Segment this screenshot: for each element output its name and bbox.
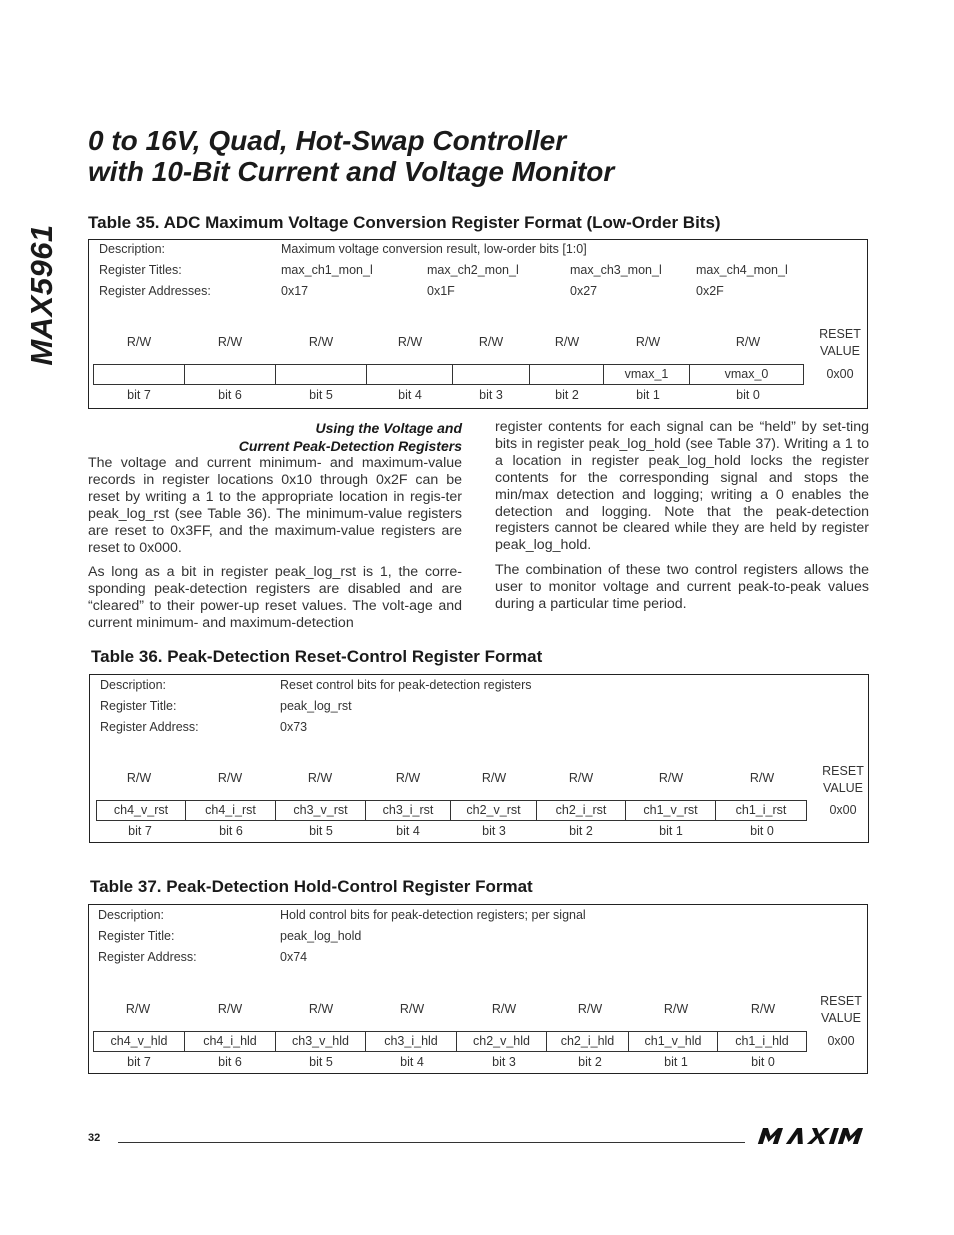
table35-reset-label-line-2: VALUE (819, 344, 861, 358)
table36-rw-bit4: R/W (395, 771, 421, 785)
table37-register (88, 904, 868, 1074)
table37-reset-value: 0x00 (827, 1034, 855, 1048)
table35-description-label: Description: (99, 242, 165, 256)
body-right-column (495, 419, 869, 621)
table35-title-2: max_ch2_mon_l (427, 263, 519, 277)
table37-address: 0x74 (280, 950, 308, 964)
table37-bit4-label: bit 4 (400, 1055, 424, 1069)
table35-cell-bit2 (529, 364, 604, 385)
table37-cell-bit7: ch4_v_hld (93, 1031, 185, 1052)
table35-register (88, 239, 868, 409)
table37-cell-bit3: ch2_v_hld (456, 1031, 547, 1052)
table36-reset-value: 0x00 (829, 803, 857, 817)
table35-bit0-label: bit 0 (736, 388, 760, 402)
page-title-line-1: 0 to 16V, Quad, Hot-Swap Controller (88, 125, 567, 156)
table37-address-label: Register Address: (98, 950, 197, 964)
table36-cell-bit2: ch2_i_rst (536, 800, 626, 821)
table36-bit3-label: bit 3 (482, 824, 506, 838)
table35-bit7-label: bit 7 (127, 388, 151, 402)
table36-bit1-label: bit 1 (659, 824, 683, 838)
table36-rw-bit6: R/W (217, 771, 243, 785)
table37-bit7-label: bit 7 (127, 1055, 151, 1069)
table35-bit-cells (93, 364, 803, 385)
page-title-line-2: with 10-Bit Current and Voltage Monitor (88, 156, 615, 187)
table35-addresses-label: Register Addresses: (99, 284, 211, 298)
table35-cell-bit7 (93, 364, 185, 385)
table35-rw-bit1: R/W (635, 335, 661, 349)
table35-address-3: 0x27 (570, 284, 598, 298)
table37-bit5-label: bit 5 (309, 1055, 333, 1069)
table35-cell-bit4 (366, 364, 453, 385)
table35-description: Maximum voltage conversion result, low-order bits [1:0] (281, 242, 587, 256)
table36-reset-label (822, 763, 864, 797)
table37-rw-bit3: R/W (491, 1002, 517, 1016)
table35-bit1-label: bit 1 (636, 388, 660, 402)
table36-reset-label-line-2: VALUE (822, 781, 864, 795)
table37-rw-bit0: R/W (750, 1002, 776, 1016)
side-part-number-text: MAX5961 (24, 224, 59, 366)
table35-rw-bit0: R/W (735, 335, 761, 349)
table37-rw-bit1: R/W (663, 1002, 689, 1016)
table36-bit6-label: bit 6 (219, 824, 243, 838)
table36-cell-bit5: ch3_v_rst (275, 800, 366, 821)
table36-title-label: Register Title: (100, 699, 177, 713)
table37-rw-bit5: R/W (308, 1002, 334, 1016)
table37-cell-bit0: ch1_i_hld (717, 1031, 807, 1052)
body-paragraph-3: register contents for each signal can be “held” by set-ting bits in register peak_log_hold (see Table 37). Writing a 1 to a location in register peak_log_hold locks the register contents for the corresponding signal and stops the min/max detection and logging; writing a 0 enables the detection and logging. Note that the peak-detection registers cannot be cleared while they are held by register peak_log_hold. (495, 419, 869, 554)
table35-address-1: 0x17 (281, 284, 309, 298)
table35-rw-bit2: R/W (554, 335, 580, 349)
table35-rw-bit6: R/W (217, 335, 243, 349)
table36-caption: Table 36. Peak-Detection Reset-Control Register Format (91, 647, 543, 666)
table35-cell-bit5 (275, 364, 367, 385)
table35-bit2-label: bit 2 (555, 388, 579, 402)
table37-cell-bit5: ch3_v_hld (275, 1031, 366, 1052)
body-paragraph-2: As long as a bit in register peak_log_rst is 1, the corre-sponding peak-detection registers are disabled and are “cleared” to their power-up reset values. The volt-age and current minimum- and maximum-detection (88, 564, 462, 632)
footer-rule (118, 1142, 745, 1143)
table36-cell-bit6: ch4_i_rst (185, 800, 276, 821)
table37-rw-bit4: R/W (399, 1002, 425, 1016)
table35-address-2: 0x1F (427, 284, 455, 298)
table36-cell-bit3: ch2_v_rst (450, 800, 537, 821)
table35-bit3-label: bit 3 (479, 388, 503, 402)
table35-rw-bit7: R/W (126, 335, 152, 349)
table37-cell-bit2: ch2_i_hld (546, 1031, 629, 1052)
table35-cell-bit0: vmax_0 (689, 364, 804, 385)
table35-reset-label-line-1: RESET (819, 327, 861, 341)
table36-rw-bit1: R/W (658, 771, 684, 785)
table36-rw-bit7: R/W (126, 771, 152, 785)
table35-bit5-label: bit 5 (309, 388, 333, 402)
section-heading (88, 419, 462, 455)
side-part-number (14, 215, 70, 375)
table36-cell-bit7: ch4_v_rst (96, 800, 186, 821)
table37-title: peak_log_hold (280, 929, 362, 943)
table36-bit2-label: bit 2 (569, 824, 593, 838)
table36-address-label: Register Address: (100, 720, 199, 734)
table36-cell-bit4: ch3_i_rst (365, 800, 451, 821)
table37-bit3-label: bit 3 (492, 1055, 516, 1069)
table35-reset-value: 0x00 (826, 367, 854, 381)
table37-bit2-label: bit 2 (578, 1055, 602, 1069)
table36-register (89, 674, 869, 843)
table35-rw-bit5: R/W (308, 335, 334, 349)
table35-caption: Table 35. ADC Maximum Voltage Conversion Register Format (Low-Order Bits) (88, 213, 721, 232)
table37-bit-cells (93, 1031, 806, 1052)
table37-cell-bit4: ch3_i_hld (365, 1031, 457, 1052)
table36-bit-cells (96, 800, 806, 821)
table35-rw-bit3: R/W (478, 335, 504, 349)
table35-cell-bit3 (452, 364, 530, 385)
table36-rw-bit2: R/W (568, 771, 594, 785)
table36-bit5-label: bit 5 (309, 824, 333, 838)
table37-caption: Table 37. Peak-Detection Hold-Control Register Format (90, 877, 533, 896)
table36-reset-label-line-1: RESET (822, 764, 864, 778)
table37-description-label: Description: (98, 908, 164, 922)
table35-reset-label (819, 326, 861, 360)
table36-bit4-label: bit 4 (396, 824, 420, 838)
table37-rw-bit6: R/W (217, 1002, 243, 1016)
table36-address: 0x73 (280, 720, 308, 734)
table36-description-label: Description: (100, 678, 166, 692)
table35-title-3: max_ch3_mon_l (570, 263, 662, 277)
table37-cell-bit6: ch4_i_hld (184, 1031, 276, 1052)
body-left-column (88, 455, 462, 640)
table37-reset-label-line-1: RESET (820, 994, 862, 1008)
table35-cell-bit6 (184, 364, 276, 385)
table35-title-1: max_ch1_mon_l (281, 263, 373, 277)
table35-address-4: 0x2F (696, 284, 724, 298)
table35-title-4: max_ch4_mon_l (696, 263, 788, 277)
table37-title-label: Register Title: (98, 929, 175, 943)
table36-cell-bit0: ch1_i_rst (715, 800, 807, 821)
body-paragraph-4: The combination of these two control registers allows the user to monitor voltage and current peak-to-peak values during a particular time period. (495, 562, 869, 613)
table35-rw-bit4: R/W (397, 335, 423, 349)
table37-bit6-label: bit 6 (218, 1055, 242, 1069)
table36-cell-bit1: ch1_v_rst (625, 800, 716, 821)
page-number: 32 (88, 1132, 101, 1144)
table36-bit0-label: bit 0 (750, 824, 774, 838)
section-heading-line-2: Current Peak-Detection Registers (238, 438, 462, 454)
page-title (88, 125, 614, 187)
table37-bit0-label: bit 0 (751, 1055, 775, 1069)
table36-rw-bit3: R/W (481, 771, 507, 785)
table36-rw-bit5: R/W (307, 771, 333, 785)
table37-rw-bit7: R/W (125, 1002, 151, 1016)
table35-cell-bit1: vmax_1 (603, 364, 690, 385)
table37-reset-label (820, 993, 862, 1027)
table35-bit4-label: bit 4 (398, 388, 422, 402)
table37-cell-bit1: ch1_v_hld (628, 1031, 718, 1052)
table37-bit1-label: bit 1 (664, 1055, 688, 1069)
table35-bit6-label: bit 6 (218, 388, 242, 402)
body-paragraph-1: The voltage and current minimum- and maximum-value records in register locations 0x10 through 0x2F can be reset by writing a 1 to the appropriate location in regis-ter peak_log_rst (see Table 36). The minimum-value registers are reset to 0x3FF, and the maximum-value registers are reset to 0x000. (88, 455, 462, 556)
table36-bit7-label: bit 7 (128, 824, 152, 838)
table35-titles-label: Register Titles: (99, 263, 182, 277)
table36-title: peak_log_rst (280, 699, 352, 713)
table37-rw-bit2: R/W (577, 1002, 603, 1016)
section-heading-line-1: Using the Voltage and (315, 420, 462, 436)
table37-description: Hold control bits for peak-detection registers; per signal (280, 908, 586, 922)
maxim-logo (757, 1128, 865, 1144)
table36-rw-bit0: R/W (749, 771, 775, 785)
table37-reset-label-line-2: VALUE (820, 1011, 862, 1025)
table36-description: Reset control bits for peak-detection registers (280, 678, 532, 692)
